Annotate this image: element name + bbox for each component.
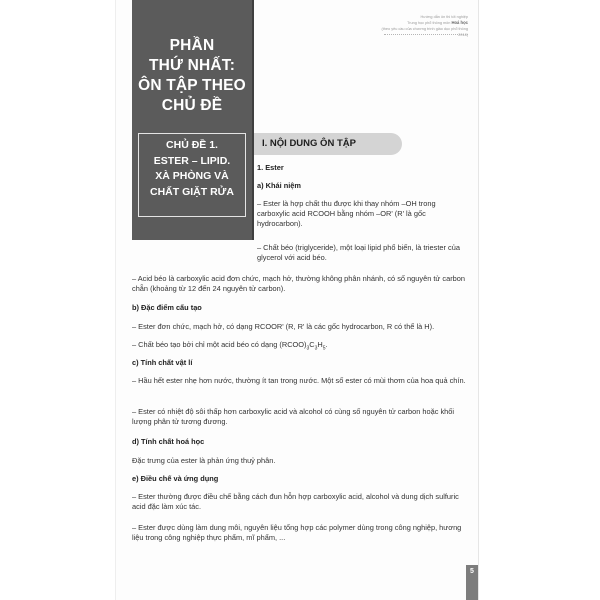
header-line-1: Hướng dẫn ôn thi tốt nghiệp — [420, 15, 468, 19]
paragraph-uses: – Ester được dùng làm dung môi, nguyên liệu tổng hợp các polymer dùng trong công nghiệp, hương liệu trong công nghiệp thực phẩm, mĩ phẩm, ... — [132, 523, 462, 542]
paragraph-boiling-point: – Ester có nhiệt độ sôi thấp hơn carboxylic acid và alcohol có cùng số nguyên tử carbon hoặc khối lượng phân tử tương đương. — [132, 407, 455, 426]
page-number-tab — [466, 565, 478, 600]
paragraph-ester-structure: – Ester đơn chức, mạch hở, có dạng RCOOR' (R, R' là các gốc hydrocarbon, R có thể là H). — [132, 322, 435, 331]
header-line-3: (theo yêu cầu của chương trình giáo dục phổ thông 2018) — [381, 27, 468, 37]
heading-chemical-properties: d) Tính chất hoá học — [132, 437, 205, 446]
header-line-2: Trung học phổ thông môn Hoá học — [407, 20, 468, 25]
paragraph-preparation: – Ester thường được điều chế bằng cách đun hỗn hợp carboxylic acid, alcohol và dung dịch sulfuric acid đặc làm xúc tác. — [132, 492, 459, 511]
paragraph-fatty-acid: – Acid béo là carboxylic acid đơn chức, mạch hở, thường không phân nhánh, có số nguyên tử carbon chẵn (khoảng từ 12 đến 24 nguyên tử carbon). — [132, 274, 466, 293]
header-rule — [384, 34, 468, 35]
heading-concept: a) Khái niệm — [257, 181, 301, 190]
paragraph-hydrolysis: Đặc trưng của ester là phản ứng thuỷ phân. — [132, 456, 276, 465]
heading-ester: 1. Ester — [257, 163, 284, 172]
section-heading — [254, 133, 402, 155]
heading-structure: b) Đặc điểm cấu tạo — [132, 303, 202, 312]
paragraph-fat-definition: – Chất béo (triglyceride), một loại lipid phổ biến, là triester của glycerol với acid béo. — [257, 243, 460, 262]
topic-title: CHỦ ĐỀ 1. ESTER – LIPID. XÀ PHÒNG VÀ CHẤT GIẶT RỬA — [150, 139, 234, 198]
page-number: 5 — [470, 568, 474, 575]
paragraph-fat-structure: – Chất béo tạo bởi chỉ một acid béo có dạng $(RCOO)_3C_3H_5$. — [132, 340, 328, 352]
paragraph-ester-definition: – Ester là hợp chất thu được khi thay nhóm –OH trong carboxylic acid RCOOH bằng nhóm –OR' (R' là gốc hydrocarbon). — [257, 199, 436, 228]
heading-preparation-uses: e) Điều chế và ứng dụng — [132, 474, 219, 483]
section-title: I. NỘI DUNG ÔN TẬP — [262, 138, 356, 149]
paragraph-solubility: – Hầu hết ester nhẹ hơn nước, thường ít tan trong nước. Một số ester có mùi thơm của hoa quả chín. — [132, 376, 466, 385]
heading-physical-properties: c) Tính chất vật lí — [132, 358, 193, 367]
part-title: PHẦN THỨ NHẤT: ÔN TẬP THEO CHỦ ĐỀ — [138, 37, 246, 114]
